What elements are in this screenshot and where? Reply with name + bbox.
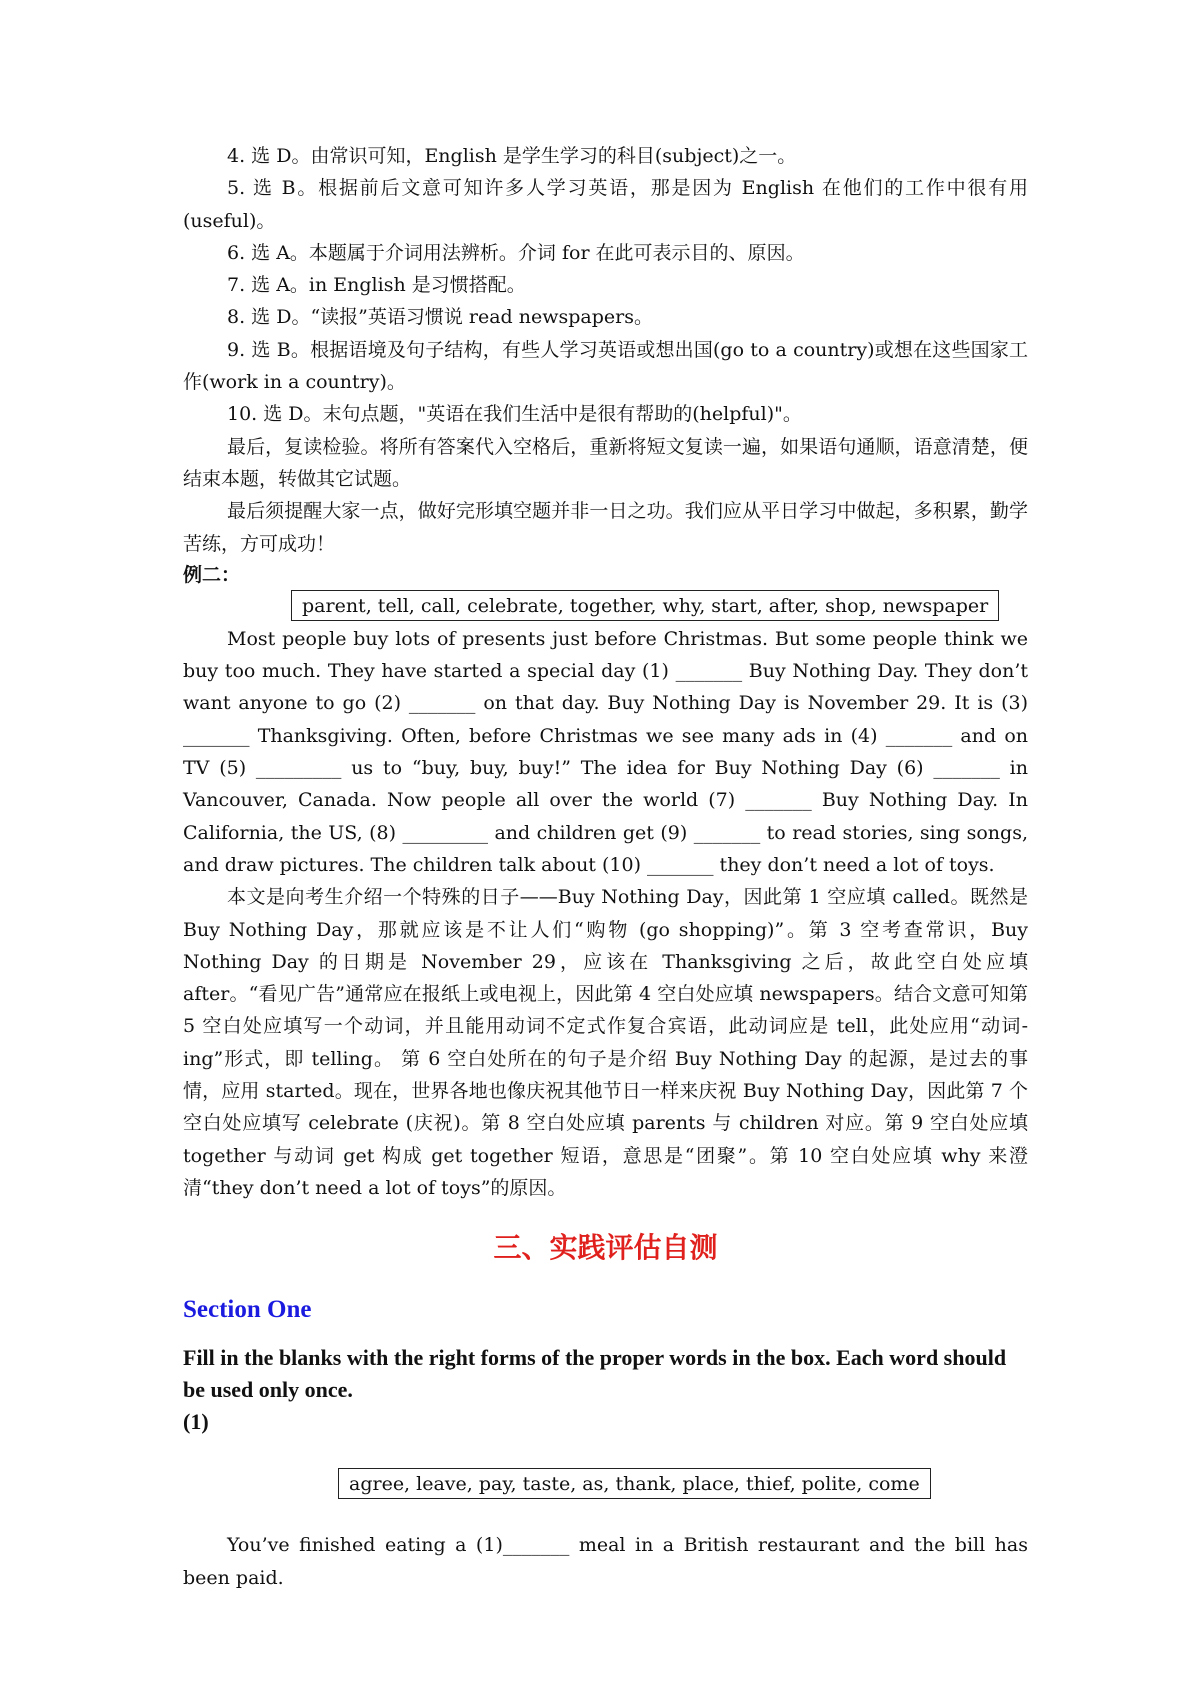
document-page (183, 140, 1028, 1594)
answer-9: 9. 选 B。根据语境及句子结构，有些人学习英语或想出国(go to a country)或想在这些国家工作(work in a country)。 (183, 338, 1028, 394)
reminder-paragraph: 最后须提醒大家一点，做好完形填空题并非一日之功。我们应从平日学习中做起，多积累，勤学苦练，方可成功！ (183, 500, 1028, 555)
section-heading: 三、实践评估自测 (493, 1231, 718, 1265)
word-box-container (291, 590, 1028, 621)
word-box-2-container (338, 1468, 1028, 1499)
cloze-passage: Most people buy lots of presents just before Christmas. But some people think we buy too much. They have started a special day (1) _______ Buy Nothing Day. They don’t want anyone to go (2) _______ on that day. Buy Nothing Day is November 29. It is (3) _______ Thanksgiving. Often, before Christmas we see many ads in (4) _______ and on TV (5) _________ us to “buy, buy, buy!” The idea for Buy Nothing Day (6) _______ in Vancouver, Canada. Now people all over the world (7) _______ Buy Nothing Day. In California, the US, (8) _________ and children get (9) _______ to read stories, sing songs, and draw pictures. The children talk about (10) _______ they don’t need a lot of toys. (183, 627, 1028, 876)
exercise-number: (1) (183, 1409, 209, 1435)
word-box-2: agree, leave, pay, taste, as, thank, place, thief, polite, come (338, 1468, 931, 1499)
section-title: Section One (183, 1296, 312, 1324)
answer-7: 7. 选 A。in English 是习惯搭配。 (227, 274, 526, 297)
answer-4: 4. 选 D。由常识可知，English 是学生学习的科目(subject)之一。 (227, 145, 797, 167)
passage-explanation: 本文是向考生介绍一个特殊的日子——Buy Nothing Day，因此第 1 空应填 called。既然是 Buy Nothing Day，那就应该是不让人们“购物 (go shopping)”。第 3 空考查常识，Buy Nothing Day 的日期是 November 29，应该在 Thanksgiving 之后，故此空白处应填 after。“看见广告”通常应在报纸上或电视上，因此第 4 空白处应填 newspapers。结合文意可知第 5 空白处应填写一个动词，并且能用动词不定式作复合宾语，此动词应是 tell，此处应用“动词-ing”形式，即 telling。 第 6 空白处所在的句子是介绍 Buy Nothing Day 的起源，是过去的事情，应用 started。现在，世界各地也像庆祝其他节日一样来庆祝 Buy Nothing Day，因此第 7 个空白处应填写 celebrate (庆祝)。第 8 空白处应填 parents 与 children 对应。第 9 空白处应填 together 与动词 get 构成 get together 短语，意思是“团聚”。第 10 空白处应填 why 来澄清“they don’t need a lot of toys”的原因。 (183, 886, 1028, 1199)
answer-6: 6. 选 A。本题属于介词用法辨析。介词 for 在此可表示目的、原因。 (227, 241, 805, 264)
exercise-passage: You’ve finished eating a (1)_______ meal in a British restaurant and the bill has been paid. (183, 1534, 1028, 1589)
review-paragraph: 最后，复读检验。将所有答案代入空格后，重新将短文复读一遍，如果语句通顺，语意清楚，便结束本题，转做其它试题。 (183, 435, 1028, 490)
answer-8: 8. 选 D。“读报”英语习惯说 read newspapers。 (227, 306, 653, 329)
answer-10: 10. 选 D。末句点题，"英语在我们生活中是很有帮助的(helpful)"。 (227, 403, 802, 426)
word-box: parent, tell, call, celebrate, together, why, start, after, shop, newspaper (291, 590, 999, 621)
example-2-label: 例二： (183, 563, 241, 586)
answer-5: 5. 选 B。根据前后文意可知许多人学习英语，那是因为 English 在他们的工作中很有用(useful)。 (183, 177, 1028, 232)
exercise-instruction: Fill in the blanks with the right forms of the proper words in the box. Each word should be used only once. (183, 1345, 1007, 1403)
